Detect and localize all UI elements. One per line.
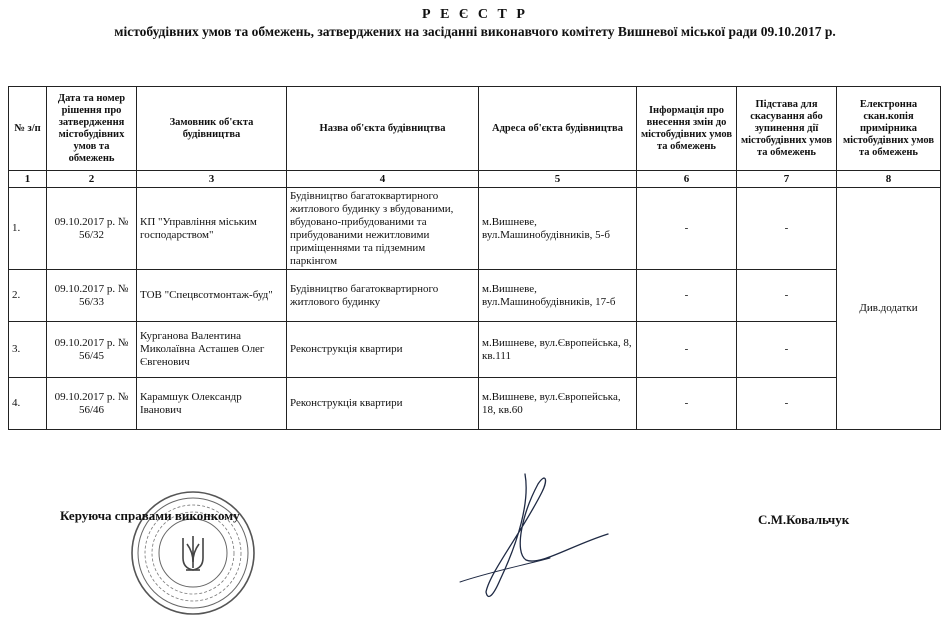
row-customer: КП "Управління міським господарством" — [137, 188, 287, 270]
row-number: 4. — [9, 378, 47, 430]
column-number: 8 — [837, 171, 941, 188]
table-row — [9, 188, 941, 270]
col-header-address: Адреса об'єкта будівництва — [479, 87, 637, 171]
row-number: 3. — [9, 322, 47, 378]
column-number: 7 — [737, 171, 837, 188]
signatory-position: Керуюча справами виконкому — [60, 508, 240, 523]
row-object: Реконструкція квартири — [287, 322, 479, 378]
row-customer: Карамшук Олександр Іванович — [137, 378, 287, 430]
row-basis: - — [737, 322, 837, 378]
column-number: 1 — [9, 171, 47, 188]
row-changes: - — [637, 322, 737, 378]
row-address: м.Вишневе, вул.Європейська, 8, кв.111 — [479, 322, 637, 378]
row-changes: - — [637, 188, 737, 270]
column-number: 5 — [479, 171, 637, 188]
table-row — [9, 270, 941, 322]
document-subtitle: містобудівних умов та обмежень, затверджених на засіданні виконавчого комітету Вишневої міської ради 09.10.2017 р. — [114, 24, 836, 39]
column-number: 2 — [47, 171, 137, 188]
col-header-number: № з/п — [9, 87, 47, 171]
row-address: м.Вишневе, вул.Європейська, 18, кв.60 — [479, 378, 637, 430]
row-customer: Курганова Валентина Миколаївна Асташев Олег Євгенович — [137, 322, 287, 378]
signatory-name: С.М.Ковальчук — [758, 512, 850, 527]
registry-table — [8, 86, 941, 430]
column-number: 3 — [137, 171, 287, 188]
row-basis: - — [737, 270, 837, 322]
document-title: Р Е Є С Т Р — [422, 7, 528, 22]
row-decision: 09.10.2017 р. № 56/46 — [47, 378, 137, 430]
col-header-basis: Підстава для скасування або зупинення дії містобудівних умов та обмежень — [737, 87, 837, 171]
table-row — [9, 378, 941, 430]
column-number-row — [9, 171, 941, 188]
row-basis: - — [737, 188, 837, 270]
col-header-changes: Інформація про внесення змін до містобудівних умов та обмежень — [637, 87, 737, 171]
row-customer: ТОВ "Спецвсотмонтаж-буд" — [137, 270, 287, 322]
col-header-object: Назва об'єкта будівництва — [287, 87, 479, 171]
column-number: 4 — [287, 171, 479, 188]
col-header-customer: Замовник об'єкта будівництва — [137, 87, 287, 171]
signature — [430, 462, 620, 612]
row-basis: - — [737, 378, 837, 430]
row-object: Будівництво багатоквартирного житлового будинку — [287, 270, 479, 322]
row-object: Будівництво багатоквартирного житлового будинку з вбудованими, вбудовано-прибудованими та прибудованими нежитловими приміщеннями та підземним паркінгом — [287, 188, 479, 270]
row-decision: 09.10.2017 р. № 56/32 — [47, 188, 137, 270]
row-object: Реконструкція квартири — [287, 378, 479, 430]
row-decision: 09.10.2017 р. № 56/33 — [47, 270, 137, 322]
row-changes: - — [637, 378, 737, 430]
column-number: 6 — [637, 171, 737, 188]
row-number: 2. — [9, 270, 47, 322]
row-number: 1. — [9, 188, 47, 270]
row-address: м.Вишневе, вул.Машинобудівників, 17-б — [479, 270, 637, 322]
col-header-decision: Дата та номер рішення про затвердження містобудівних умов та обмежень — [47, 87, 137, 171]
row-changes: - — [637, 270, 737, 322]
row-address: м.Вишневе, вул.Машинобудівників, 5-б — [479, 188, 637, 270]
trident-icon — [183, 536, 203, 570]
col-header-scan: Електронна скан.копія примірника містобудівних умов та обмежень — [837, 87, 941, 171]
scan-copy-cell: Див.додатки — [837, 188, 941, 430]
header-row — [9, 87, 941, 171]
row-decision: 09.10.2017 р. № 56/45 — [47, 322, 137, 378]
table-row — [9, 322, 941, 378]
